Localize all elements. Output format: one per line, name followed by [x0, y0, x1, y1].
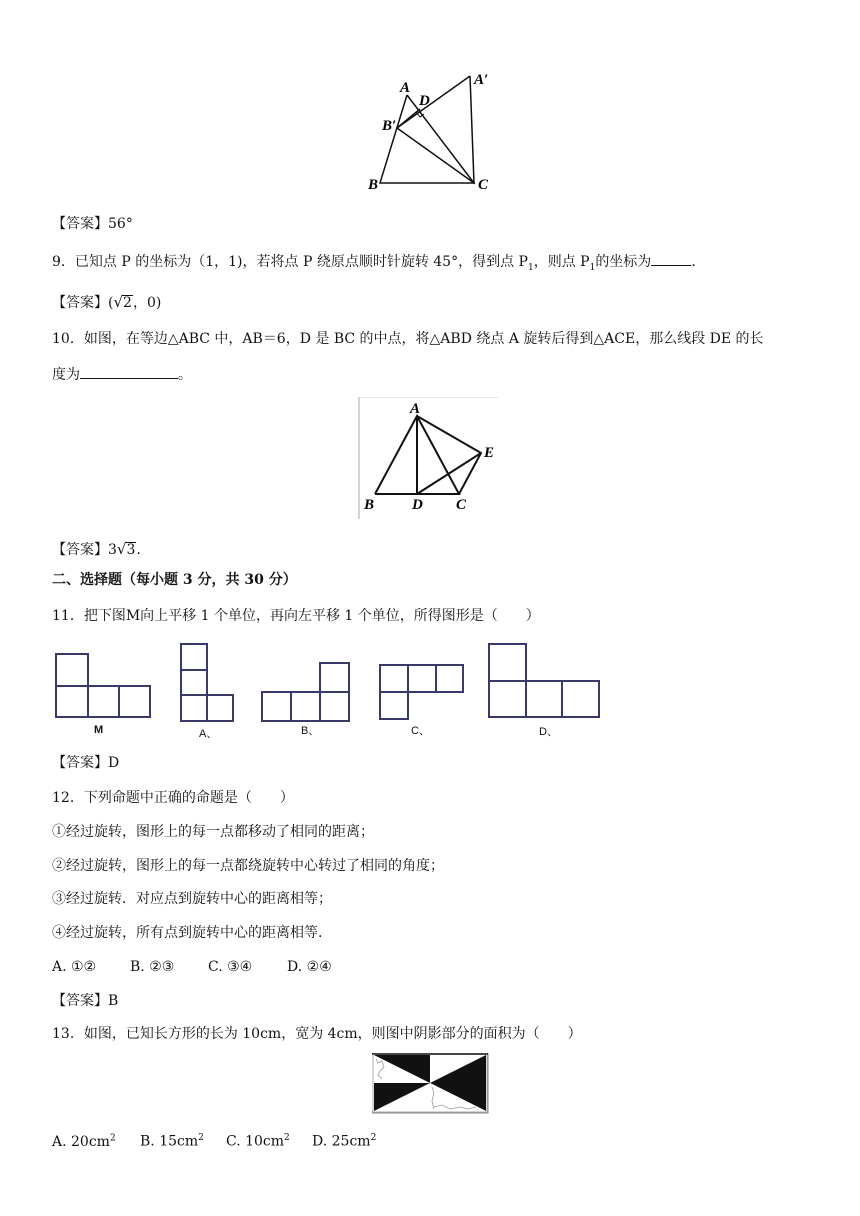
caption-c: C、 — [411, 725, 430, 737]
option-b: B. $15cm^2$ — [140, 1133, 204, 1150]
answer-tag: 【答案】 — [52, 216, 108, 232]
option-a: A. $20cm^2$ — [52, 1133, 116, 1150]
label-a: A — [410, 401, 421, 417]
section-heading: 二、选择题（每小题 3 分，共 30 分） — [52, 572, 297, 588]
option-a: A. ①② — [52, 959, 97, 975]
figure-q10 — [358, 397, 502, 521]
question-11: 11．把下图M向上平移 1 个单位，再向左平移 1 个单位，所得图形是（ ） — [52, 608, 540, 624]
label-e: E — [484, 445, 495, 461]
figure-q8 — [360, 64, 500, 196]
option-b: B. ②③ — [130, 959, 175, 975]
option-d: D. $25cm^2$ — [312, 1133, 377, 1150]
label-d: D — [419, 93, 430, 109]
question-10-line1: 10．如图，在等边△ABC 中，AB＝6，D 是 BC 的中点，将△ABD 绕点 A 旋转后得到△ACE，那么线段 DE 的长 — [52, 331, 764, 347]
statement-3: ③经过旋转．对应点到旋转中心的距离相等； — [52, 891, 332, 907]
caption-a: A、 — [199, 728, 218, 740]
question-13: 13．如图，已知长方形的长为 10cm，宽为 4cm，则图中阴影部分的面积为（ ） — [52, 1026, 582, 1042]
label-b-prime: B′ — [382, 118, 397, 134]
options-13 — [52, 1128, 377, 1152]
label-b: B — [364, 497, 375, 513]
label-c: C — [456, 497, 467, 513]
answer-11: 【答案】D — [52, 755, 120, 771]
statement-4: ④经过旋转，所有点到旋转中心的距离相等. — [52, 925, 323, 941]
statement-1: ①经过旋转，图形上的每一点都移动了相同的距离； — [52, 824, 374, 840]
sqrt-icon: √ — [116, 540, 127, 558]
question-12: 12．下列命题中正确的命题是（ ） — [52, 790, 294, 806]
answer-value: 56° — [108, 216, 133, 232]
label-c: C — [478, 177, 489, 193]
label-a: A — [400, 80, 411, 96]
label-a-prime: A′ — [474, 72, 489, 88]
figure-q11 — [52, 640, 612, 724]
sqrt-icon: √ — [113, 293, 124, 311]
answer-12: 【答案】B — [52, 993, 119, 1009]
figure-q13 — [372, 1053, 490, 1115]
question-10-line2: 度为 。 — [52, 364, 192, 385]
answer-blank — [651, 251, 691, 266]
option-d: D. ②④ — [287, 959, 332, 975]
statement-2: ②经过旋转，图形上的每一点都绕旋转中心转过了相同的角度； — [52, 858, 444, 874]
question-9: 9．已知点 P 的坐标为（1，1)，若将点 P 绕原点顺时针旋转 45°，得到点 $P_1$，则点 $P_1$的坐标为 ． — [52, 251, 705, 278]
answer-blank — [80, 364, 178, 379]
options-12 — [52, 957, 332, 977]
label-b: B — [368, 177, 379, 193]
caption-d: D、 — [539, 726, 558, 738]
label-d: D — [412, 497, 423, 513]
option-c: C. $10cm^2$ — [226, 1133, 290, 1150]
answer-8 — [52, 214, 133, 234]
answer-10: 【答案】3√3. — [52, 540, 141, 558]
answer-9: 【答案】(√2，0) — [52, 293, 162, 311]
option-c: C. ③④ — [208, 959, 253, 975]
caption-b: B、 — [301, 725, 320, 737]
caption-m: M — [94, 724, 104, 736]
